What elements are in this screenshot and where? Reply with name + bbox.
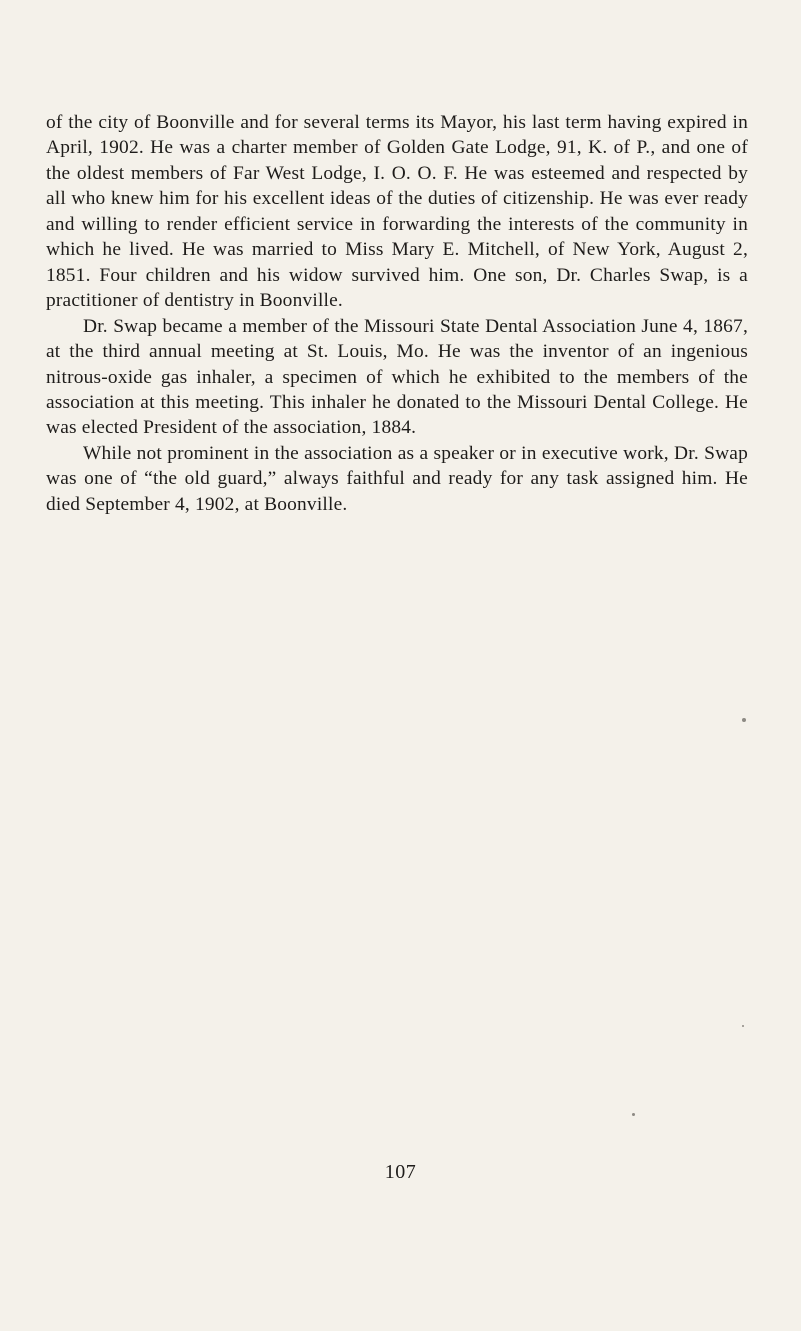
scan-speck — [742, 718, 746, 722]
paragraph-1: of the city of Boonville and for several terms its Mayor, his last term having expired in April, 1902. He was a charter member of Golden Gate Lodge, 91, K. of P., and one of the oldest members of Far West Lodge, I. O. O. F. He was esteemed and respected by all who knew him for his excellent ideas of the duties of citizenship. He was ever ready and willing to render efficient service in forwarding the interests of the community in which he lived. He was married to Miss Mary E. Mitchell, of New York, August 2, 1851. Four children and his widow survived him. One son, Dr. Charles Swap, is a practitioner of dentistry in Boonville. — [46, 112, 748, 312]
page-number: 107 — [384, 1161, 417, 1183]
paragraph-3: While not prominent in the association as a speaker or in executive work, Dr. Swap was one of “the old guard,” always faithful and ready for any task assigned him. He died September 4, 1902, at Boonville. — [46, 442, 748, 515]
body-text — [46, 110, 748, 517]
scan-speck — [742, 1025, 744, 1027]
scan-speck — [632, 1113, 635, 1116]
paragraph-2: Dr. Swap became a member of the Missouri State Dental Association June 4, 1867, at the third annual meeting at St. Louis, Mo. He was the inventor of an ingenious nitrous-oxide gas inhaler, a specimen of which he exhibited to the members of the association at this meeting. This inhaler he donated to the Missouri Dental College. He was elected President of the association, 1884. — [46, 315, 748, 439]
